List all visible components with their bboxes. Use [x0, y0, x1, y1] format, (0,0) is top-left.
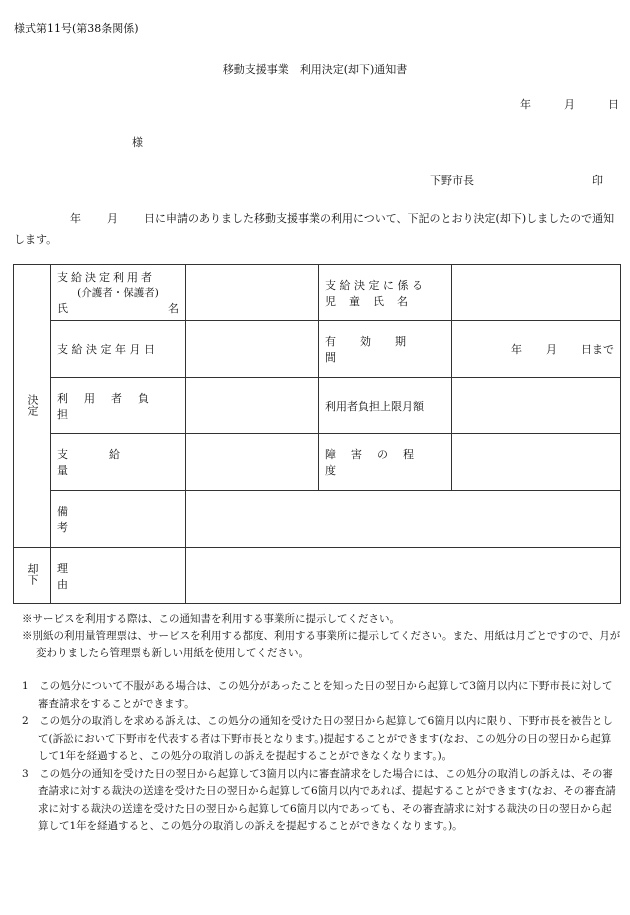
date-month: 月	[564, 98, 575, 111]
user-charge-label: 利用者負担	[51, 378, 186, 434]
monthly-cap-label: 利用者負担上限月額	[319, 378, 452, 434]
recipient-value[interactable]	[186, 265, 319, 321]
recipient-label-sub: (介護者・保護者)	[77, 287, 159, 299]
recipient-label-top: 支給決定利用者	[57, 271, 155, 284]
monthly-cap-value[interactable]	[452, 378, 621, 434]
disability-label: 障害の程度	[319, 434, 452, 491]
amount-value[interactable]	[186, 434, 319, 491]
appeal-item-2: 2 この処分の取消しを求める訴えは、この処分の通知を受けた日の翌日から起算して6箇月以内に限り、下野市長を被告として(訴訟において下野市を代表する者は下野市長となります。)提起することができます(なお、この処分の日の翌日から起算して1年を経過すると、この処分の取消しの訴えを提起することができなくなります。)。	[22, 715, 613, 762]
date-year: 年	[520, 98, 531, 111]
appeal-item-1: 1 この処分について不服がある場合は、この処分があったことを知った日の翌日から起算して3箇月以内に下野市長に対して審査請求をすることができます。	[22, 680, 613, 710]
intro-year: 年	[70, 212, 81, 225]
recipient-label-name-a: 氏	[57, 302, 68, 315]
usage-notes	[22, 611, 622, 662]
appeal-item-3: 3 この処分の通知を受けた日の翌日から起算して3箇月以内に審査請求をした場合には、この処分の取消しの訴えは、その審査請求に対する裁決の送達を受けた日の翌日から起算して6箇月以内であれば、提起することができます(なお、その審査請求に対する裁決の送達を受けた日の翌日から起算して6箇月以内であっても、その審査請求に対する裁決の日の翌日から起算して1年を経過すると、この処分の取消しの訴えを提起することができなくなります。)。	[22, 767, 616, 832]
section-rejection	[14, 548, 51, 604]
decision-date-label: 支給決定年月日	[51, 321, 186, 378]
intro-month: 月	[107, 212, 118, 225]
addressee-suffix: 様	[132, 136, 143, 149]
form-number: 様式第11号(第38条関係)	[14, 22, 139, 35]
reason-label: 理由	[51, 548, 186, 604]
child-label-bottom: 児童氏名	[325, 294, 421, 308]
document-title: 移動支援事業 利用決定(却下)通知書	[222, 63, 408, 76]
recipient-label	[51, 265, 186, 321]
usage-note-2: ※別紙の利用量管理票は、サービスを利用する都度、利用する事業所に提示してください。また、用紙は月ごとですので、月が変わりましたら管理票も新しい用紙を使用してください。	[22, 630, 621, 659]
validity-year: 年	[511, 343, 522, 356]
validity-month: 月	[546, 343, 557, 356]
seal-mark: 印	[592, 174, 603, 187]
intro-text: 日に申請のありました移動支援事業の利用について、下記のとおり決定(却下)しましたので通知します。	[14, 212, 615, 246]
section-decision	[14, 265, 51, 548]
intro-paragraph	[14, 208, 620, 250]
validity-value[interactable]	[452, 321, 621, 378]
issue-date	[520, 96, 619, 112]
usage-note-1: ※サービスを利用する際は、この通知書を利用する事業所に提示してください。	[22, 613, 400, 625]
child-label-top: 支給決定に係る	[325, 278, 427, 292]
appeal-instructions	[22, 678, 620, 836]
validity-until: 日まで	[581, 343, 614, 356]
issuer-name: 下野市長	[430, 174, 474, 187]
decision-table	[13, 264, 621, 604]
disability-value[interactable]	[452, 434, 621, 491]
date-day: 日	[608, 98, 619, 111]
recipient-label-name-b: 名	[168, 302, 179, 315]
child-value[interactable]	[452, 265, 621, 321]
remarks-value[interactable]	[186, 491, 621, 548]
remarks-label: 備考	[51, 491, 186, 548]
validity-label: 有効期間	[319, 321, 452, 378]
reason-value[interactable]	[186, 548, 621, 604]
section-rejection-label: 却下	[26, 563, 39, 585]
amount-label: 支給量	[51, 434, 186, 491]
decision-date-value[interactable]	[186, 321, 319, 378]
user-charge-value[interactable]	[186, 378, 319, 434]
section-decision-label: 決定	[26, 393, 39, 416]
child-label	[319, 265, 452, 321]
